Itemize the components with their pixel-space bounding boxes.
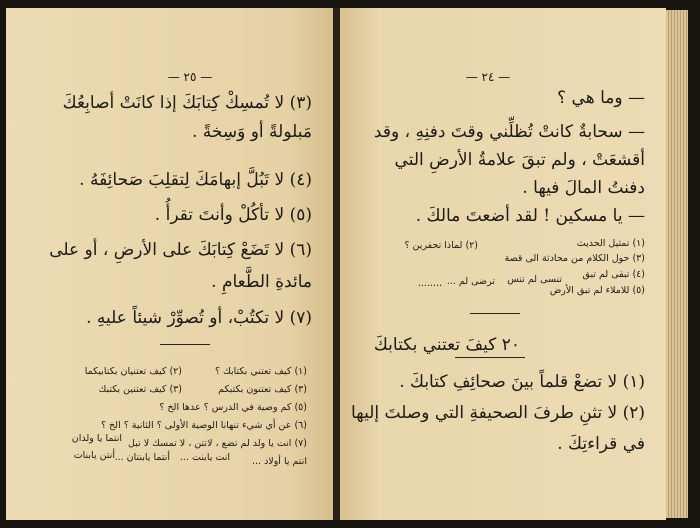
rule-6-line2: مائدةِ الطَّعامِ . (211, 272, 312, 292)
ex-right-3d: ........ (417, 278, 442, 289)
text-line-1: — وما هي ؟ (557, 88, 645, 108)
page-number-left: — ٢٥ — (167, 70, 213, 84)
ex-left-1b: (٢) كيف تعتنيان بكتابيكما (84, 366, 182, 377)
ex-right-1b: (٢) لماذا تحفرين ؟ (404, 240, 478, 251)
rule-3-line2: مَبلولةً أو وَسِخةً . (191, 122, 312, 142)
ex-left-6a: انتم يا أولاد ... (251, 456, 307, 467)
divider-left (160, 344, 210, 345)
ex-left-6c: أنتما يابنتان ... (114, 452, 170, 463)
lesson-rule-1: (١) لا تضعْ قلماً بينَ صحائِفِ كتابكَ . (399, 372, 645, 392)
ex-left-5b: انتما يا ولدان (71, 433, 122, 444)
ex-left-6b: انت يابنت ... (179, 452, 230, 463)
rule-6-line1: (٦) لا تَضَعْ كِتابَكَ على الأرضِ ، أو على (49, 240, 312, 260)
book-gutter (333, 8, 340, 520)
ex-left-2b: (٣) كيف تعتنين بكتبك (98, 384, 182, 395)
title-underline (455, 357, 525, 358)
ex-right-2: (٣) حول الكلام من محادثة الى قصة (504, 253, 645, 264)
text-line-2: — سحابةٌ كانتْ تُظلِّني وقتَ دفنِهِ ، وقد (373, 122, 645, 142)
ex-right-4: (٥) للاملاء لم تبق الأرض (549, 285, 645, 296)
ex-right-3b: تنسى لم تنس (507, 274, 562, 285)
lesson-rule-2: (٢) لا تثنِ طرفَ الصحيفةِ التي وصلتَ إليها (351, 403, 645, 423)
ex-left-5a: (٧) انت يا ولد لم تضع ، لاتتن ، لا تمسك لا تبل (128, 438, 307, 449)
divider-right (470, 313, 520, 314)
ex-right-3a: (٤) تبقى لم تبق (582, 269, 645, 280)
ex-left-3: (٥) كم وصية في الدرس ؟ عدها الخ ؟ (159, 402, 307, 413)
ex-left-1a: (١) كيف تعتني بكتابك ؟ (214, 366, 307, 377)
rule-4: (٤) لا تَبُلَّ إبهامَكَ لِتقلِبَ صَحائِفَهُ . (79, 170, 312, 190)
lesson-title: ٢٠ كيفَ تعتني بكتابكَ (373, 335, 520, 355)
text-line-5: — يا مسكين ! لقد أضعتَ مالكَ . (415, 206, 645, 226)
page-edges (666, 10, 688, 518)
ex-left-4: (٦) عن أي شيء تنهانا الوصية الأولى ؟ الثانية ؟ الخ ؟ (100, 420, 307, 431)
page-number-right: — ٢٤ — (465, 70, 511, 84)
text-line-4: دفنتُ المالَ فيها . (522, 178, 645, 198)
ex-left-6d: أنتن يابنات (73, 450, 115, 461)
ex-right-3c: ترضى لم ... (446, 276, 495, 287)
ex-left-2a: (٣) كيف تعتنون بكتبكم (218, 384, 307, 395)
text-line-3: أقشعَتْ ، ولم تبقَ علامةُ الأرضِ التي (394, 150, 645, 170)
rule-7: (٧) لا تكتُبْ، أو تُصوِّرْ شيئاً عليهِ . (86, 308, 312, 328)
ex-right-1a: (١) تمثيل الحديث (576, 238, 645, 249)
lesson-rule-2-cont: في قراءتِكَ . (557, 434, 645, 454)
rule-5: (٥) لا تأكُلْ وأنتَ تقرأُ . (154, 205, 312, 225)
rule-3-line1: (٣) لا تُمسِكْ كِتابَكَ إذا كانَتْ أصابِعُكَ (62, 93, 312, 113)
